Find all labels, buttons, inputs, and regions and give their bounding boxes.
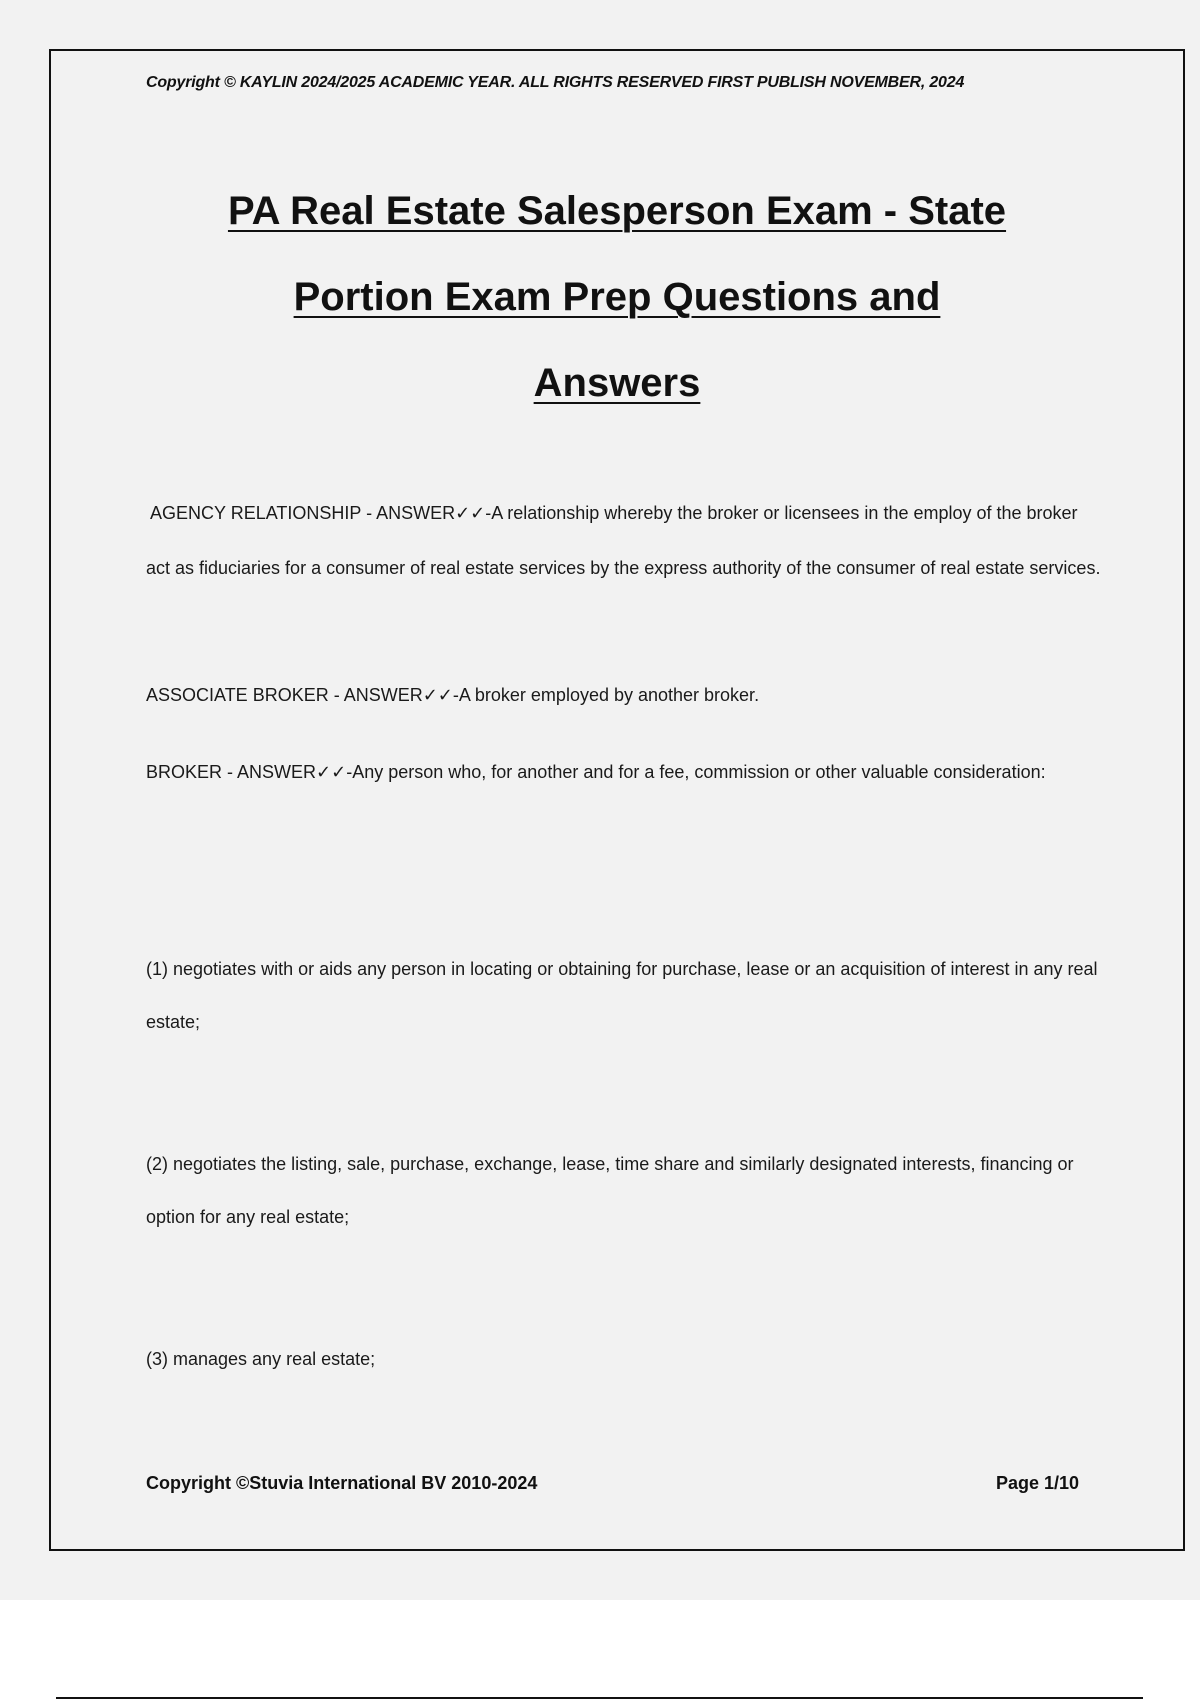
header-copyright: Copyright © KAYLIN 2024/2025 ACADEMIC YEAR. ALL RIGHTS RESERVED FIRST PUBLISH NOVEMBER, 2024 [146, 74, 965, 91]
broker-clause-3: (3) manages any real estate; [146, 1349, 376, 1369]
entry-definition: A relationship whereby the broker or licensees in the employ of the broker act as fiduciaries for a consumer of real estate services by the express authority of the consumer of real estate services. [146, 503, 1101, 578]
title-line-2: Portion Exam Prep Questions and [293, 275, 941, 319]
title-line-1: PA Real Estate Salesperson Exam - State [227, 189, 1007, 233]
entry-agency-relationship [146, 486, 1106, 596]
entry-term: AGENCY RELATIONSHIP [150, 503, 362, 523]
entry-definition: A broker employed by another broker. [458, 685, 760, 705]
entry-associate-broker [146, 668, 1106, 723]
broker-clause-1: (1) negotiates with or aids any person in locating or obtaining for purchase, lease or an acquisition of interest in any real estate; [146, 959, 1098, 1032]
entry-answer-marker: - ANSWER✓✓- [361, 503, 492, 523]
entry-term: BROKER [146, 762, 223, 782]
footer-copyright: Copyright ©Stuvia International BV 2010-2024 [146, 1473, 538, 1493]
broker-clause-2: (2) negotiates the listing, sale, purchase, exchange, lease, time share and similarly designated interests, financing or option for any real estate; [146, 1154, 1074, 1227]
entry-answer-marker: - ANSWER✓✓- [328, 685, 459, 705]
entry-definition: Any person who, for another and for a fee, commission or other valuable consideration: [352, 762, 1046, 782]
title-line-3: Answers [533, 361, 701, 405]
page-number: Page 1/10 [996, 1473, 1080, 1493]
entry-term: ASSOCIATE BROKER [146, 685, 329, 705]
entry-broker [146, 745, 1106, 800]
next-page-top-border [56, 1697, 1143, 1699]
document-title [100, 168, 1134, 426]
entry-answer-marker: - ANSWER✓✓- [222, 762, 353, 782]
